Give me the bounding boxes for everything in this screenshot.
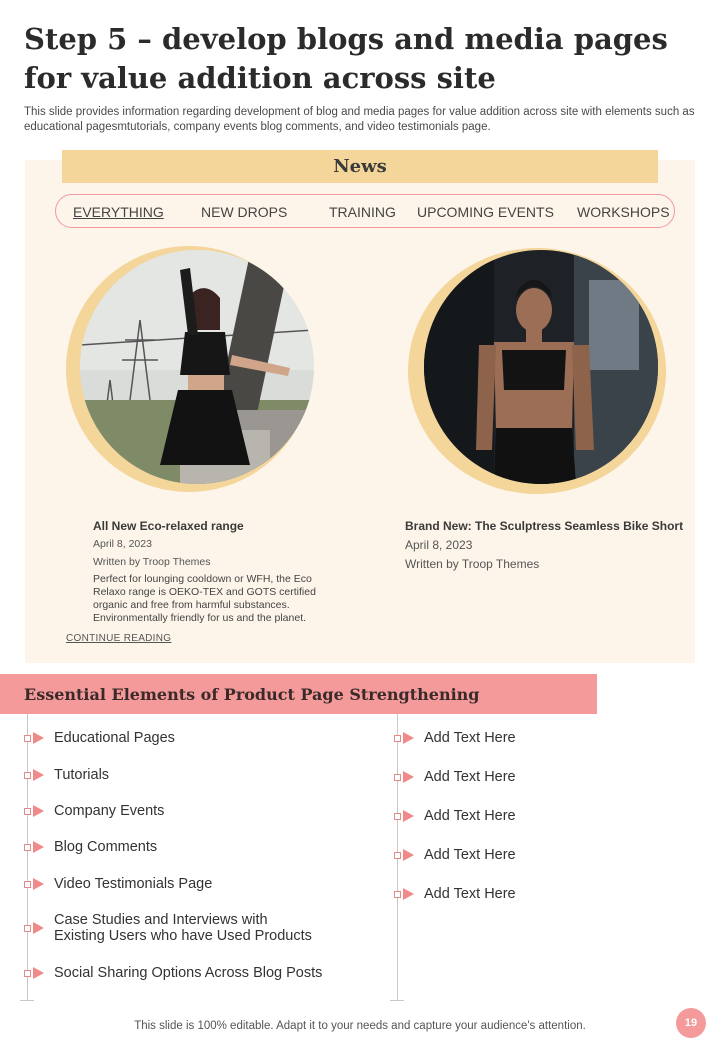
list-item-label: Add Text Here bbox=[424, 886, 516, 902]
bullet-dot-icon bbox=[24, 970, 31, 977]
bullet-dot-icon bbox=[24, 844, 31, 851]
list-item bbox=[24, 876, 212, 892]
list-item bbox=[24, 912, 314, 944]
page-title: Step 5 – develop blogs and media pages for value addition across site bbox=[24, 22, 668, 95]
list-item-label: Add Text Here bbox=[424, 847, 516, 863]
arrow-right-icon bbox=[33, 878, 44, 890]
bullet-dot-icon bbox=[394, 813, 401, 820]
essential-elements-heading: Essential Elements of Product Page Strengthening bbox=[0, 674, 597, 714]
list-item-label: Add Text Here bbox=[424, 730, 516, 746]
list-item bbox=[394, 808, 516, 824]
bullet-dot-icon bbox=[24, 925, 31, 932]
page-number-badge: 19 bbox=[676, 1008, 706, 1038]
list-item bbox=[24, 767, 109, 783]
post-2-image[interactable] bbox=[424, 250, 658, 484]
post-2-author: Written by Troop Themes bbox=[405, 557, 540, 571]
arrow-right-icon bbox=[403, 888, 414, 900]
list-item bbox=[24, 803, 164, 819]
list-item-label: Video Testimonials Page bbox=[54, 876, 213, 892]
arrow-right-icon bbox=[33, 922, 44, 934]
left-list-line bbox=[27, 714, 28, 1000]
tab-new-drops[interactable]: NEW DROPS bbox=[201, 204, 288, 220]
list-item bbox=[24, 730, 175, 746]
list-item bbox=[394, 886, 516, 902]
news-tab-bar bbox=[55, 194, 675, 228]
bullet-dot-icon bbox=[394, 852, 401, 859]
post-2-date: April 8, 2023 bbox=[405, 538, 473, 552]
tab-training[interactable]: TRAINING bbox=[329, 204, 396, 220]
list-item-label: Add Text Here bbox=[424, 808, 516, 824]
list-item-label: Blog Comments bbox=[54, 839, 158, 855]
continue-reading-link[interactable]: CONTINUE READING bbox=[66, 633, 172, 644]
list-item-label: Educational Pages bbox=[54, 730, 175, 746]
post-2-photo-graphic bbox=[424, 250, 658, 484]
arrow-right-icon bbox=[403, 732, 414, 744]
list-item bbox=[394, 847, 516, 863]
post-1-photo-graphic bbox=[80, 250, 314, 484]
page-subtitle: This slide provides information regarding development of blog and media pages for value addition across site with elements such as educational pagesmtutorials, company events blog comments, and video testimonials page. bbox=[24, 106, 695, 133]
arrow-right-icon bbox=[33, 805, 44, 817]
right-list-line-cap bbox=[390, 1000, 404, 1001]
arrow-right-icon bbox=[33, 841, 44, 853]
bullet-dot-icon bbox=[24, 881, 31, 888]
list-item-label: Case Studies and Interviews with Existing Users who have Used Products bbox=[54, 912, 312, 944]
tab-upcoming-events[interactable]: UPCOMING EVENTS bbox=[417, 204, 554, 220]
arrow-right-icon bbox=[403, 849, 414, 861]
bullet-dot-icon bbox=[24, 808, 31, 815]
tab-everything[interactable]: EVERYTHING bbox=[73, 204, 164, 220]
arrow-right-icon bbox=[33, 732, 44, 744]
list-item bbox=[24, 839, 157, 855]
news-heading: News bbox=[62, 150, 658, 183]
post-1-title[interactable]: All New Eco-relaxed range bbox=[93, 519, 244, 533]
list-item bbox=[394, 730, 516, 746]
bullet-dot-icon bbox=[24, 772, 31, 779]
post-1-body: Perfect for lounging cooldown or WFH, the Eco Relaxo range is OEKO-TEX and GOTS certified organic and free from harmful substances. Environmentally friendly for us and the planet. bbox=[93, 573, 316, 624]
post-1-date: April 8, 2023 bbox=[93, 538, 152, 550]
bullet-dot-icon bbox=[24, 735, 31, 742]
list-item-label: Add Text Here bbox=[424, 769, 516, 785]
arrow-right-icon bbox=[33, 769, 44, 781]
footer-note: This slide is 100% editable. Adapt it to your needs and capture your audience's attention. bbox=[134, 1020, 586, 1032]
tab-workshops[interactable]: WORKSHOPS bbox=[577, 204, 670, 220]
bullet-dot-icon bbox=[394, 891, 401, 898]
arrow-right-icon bbox=[33, 967, 44, 979]
left-list-line-cap bbox=[20, 1000, 34, 1001]
bullet-dot-icon bbox=[394, 735, 401, 742]
arrow-right-icon bbox=[403, 810, 414, 822]
list-item-label: Company Events bbox=[54, 803, 165, 819]
list-item bbox=[394, 769, 516, 785]
post-1-author: Written by Troop Themes bbox=[93, 556, 211, 568]
list-item bbox=[24, 965, 322, 981]
bullet-dot-icon bbox=[394, 774, 401, 781]
post-2-title[interactable]: Brand New: The Sculptress Seamless Bike Short bbox=[405, 519, 684, 533]
list-item-label: Social Sharing Options Across Blog Posts bbox=[54, 965, 323, 981]
list-item-label: Tutorials bbox=[54, 767, 110, 783]
arrow-right-icon bbox=[403, 771, 414, 783]
post-1-image[interactable] bbox=[80, 250, 314, 484]
